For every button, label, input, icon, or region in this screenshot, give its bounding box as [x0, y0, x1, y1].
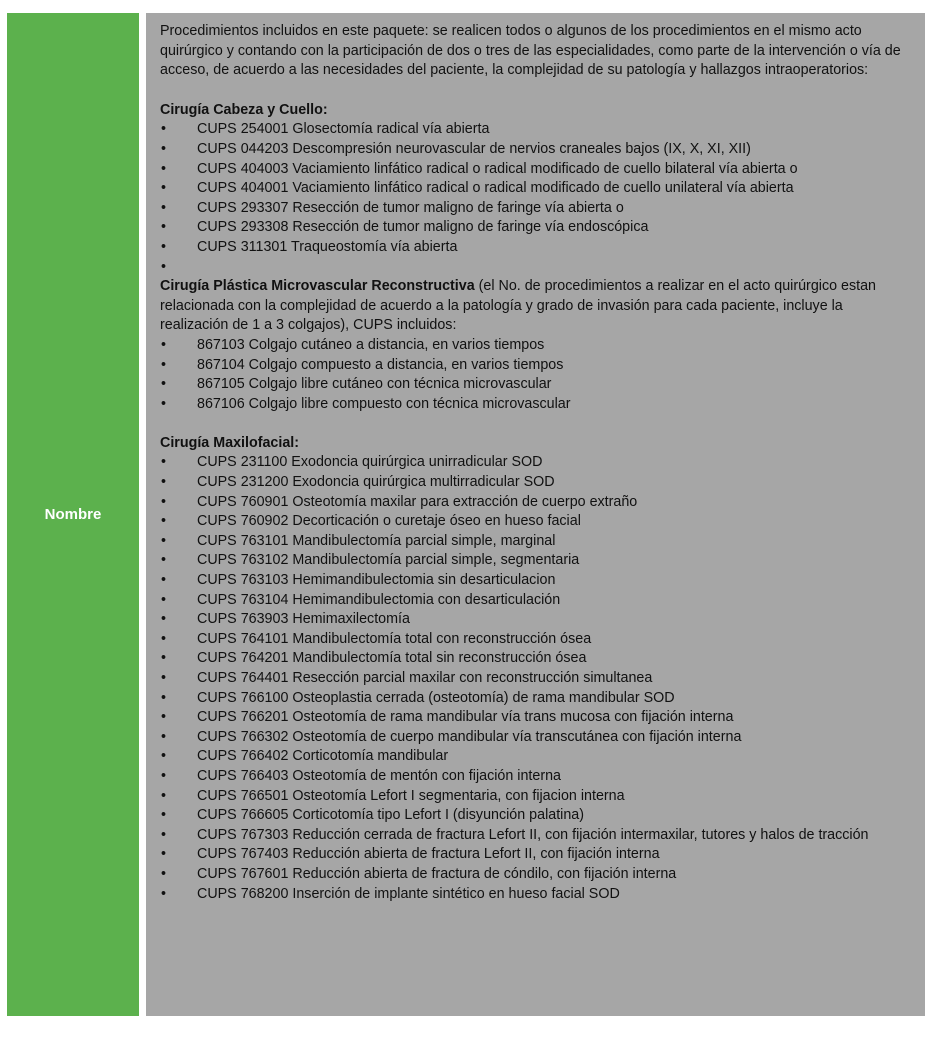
list-item-text: 867103 Colgajo cutáneo a distancia, en varios tiempos	[197, 336, 545, 353]
bullet: •	[161, 493, 167, 510]
list-item-text: CUPS 404001 Vaciamiento linfático radical o radical modificado de cuello unilateral vía abierta	[197, 180, 794, 197]
bullet: •	[161, 474, 167, 491]
content-cell	[146, 13, 925, 1016]
bullet: •	[161, 336, 167, 353]
list-item	[160, 532, 915, 552]
list-item	[160, 160, 915, 180]
list-item-text: CUPS 764101 Mandibulectomía total con reconstrucción ósea	[197, 630, 592, 647]
list-item-text: CUPS 293308 Resección de tumor maligno de faringe vía endoscópica	[197, 219, 649, 236]
intro-paragraph: Procedimientos incluidos en este paquete: se realicen todos o algunos de los procedimientos en el mismo acto quirúrgico y contando con la participación de dos o tres de las especialidades, como parte de la intervención o vía de acceso, de acuerdo a las necesidades del paciente, la complejidad de su patología y hallazgos intraoperatorios:	[160, 23, 901, 79]
bullet: •	[161, 591, 167, 608]
list-item	[160, 258, 915, 278]
bullet: •	[161, 748, 167, 765]
bullet: •	[161, 238, 167, 255]
list-item	[160, 199, 915, 219]
list-item-text: CUPS 044203 Descompresión neurovascular de nervios craneales bajos (IX, X, XI, XII)	[197, 140, 751, 157]
bullet: •	[161, 532, 167, 549]
list-item	[160, 630, 915, 650]
list-item	[160, 747, 915, 767]
bullet: •	[161, 767, 167, 784]
list-item	[160, 826, 915, 846]
list-item	[160, 179, 915, 199]
bullet: •	[161, 219, 167, 236]
list-item	[160, 356, 915, 376]
bullet: •	[161, 826, 167, 843]
list-item-text: CUPS 763101 Mandibulectomía parcial simple, marginal	[197, 532, 556, 549]
section-title-maxillofacial: Cirugía Maxilofacial:	[160, 434, 300, 451]
list-item	[160, 806, 915, 826]
section-title-plastic: Cirugía Plástica Microvascular Reconstructiva	[160, 278, 475, 295]
list-item	[160, 865, 915, 885]
section-title-head-neck: Cirugía Cabeza y Cuello:	[160, 101, 328, 118]
label-cell	[7, 13, 139, 1016]
bullet: •	[161, 121, 167, 138]
list-item	[160, 649, 915, 669]
bullet: •	[161, 160, 167, 177]
list-item-text: CUPS 768200 Inserción de implante sintético en hueso facial SOD	[197, 885, 620, 902]
list-item	[160, 885, 915, 905]
bullet: •	[161, 709, 167, 726]
bullet: •	[161, 670, 167, 686]
list-item	[160, 336, 915, 356]
list-item-text: CUPS 231100 Exodoncia quirúrgica unirradicular SOD	[197, 454, 543, 471]
bullet: •	[161, 356, 167, 373]
section-plastic	[160, 277, 915, 336]
row-label: Nombre	[44, 506, 102, 523]
bullet: •	[161, 689, 167, 706]
bullet: •	[161, 885, 167, 902]
list-item-text: CUPS 763104 Hemimandibulectomia con desarticulación	[197, 591, 561, 608]
list-item	[160, 140, 915, 160]
list-item-text: CUPS 311301 Traqueostomía vía abierta	[197, 238, 458, 255]
list-item-text: CUPS 764401 Resección parcial maxilar con reconstrucción simultanea	[197, 670, 653, 686]
list-item-text: 867104 Colgajo compuesto a distancia, en varios tiempos	[197, 356, 564, 373]
bullet: •	[161, 180, 167, 197]
list-item-text: CUPS 764201 Mandibulectomía total sin reconstrucción ósea	[197, 650, 587, 667]
bullet: •	[161, 552, 167, 569]
bullet: •	[161, 630, 167, 647]
list-item-text: CUPS 763103 Hemimandibulectomia sin desarticulacion	[197, 572, 556, 589]
list-item-text: CUPS 760901 Osteotomía maxilar para extracción de cuerpo extraño	[197, 493, 638, 510]
bullet: •	[161, 513, 167, 530]
list-item	[160, 395, 915, 415]
list-item-text: CUPS 254001 Glosectomía radical vía abierta	[197, 121, 490, 138]
bullet: •	[161, 728, 167, 745]
bullet: •	[161, 199, 167, 216]
list-item-text: CUPS 766403 Osteotomía de mentón con fijación interna	[197, 767, 561, 784]
bullet: •	[161, 865, 167, 882]
bullet: •	[161, 611, 167, 628]
list-item	[160, 669, 915, 689]
list-item-text: CUPS 760902 Decorticación o curetaje óseo en hueso facial	[197, 513, 581, 530]
bullet: •	[161, 807, 167, 824]
list-item	[160, 512, 915, 532]
list-item-text: CUPS 767303 Reducción cerrada de fractura Lefort II, con fijación intermaxilar, tutores y halos de tracción	[197, 826, 869, 843]
bullet: •	[161, 572, 167, 589]
list-item	[160, 571, 915, 591]
list-item	[160, 238, 915, 258]
bullet: •	[161, 846, 167, 863]
list-item	[160, 473, 915, 493]
list-item-text: CUPS 763102 Mandibulectomía parcial simple, segmentaria	[197, 552, 580, 569]
list-item	[160, 708, 915, 728]
list-item-text: CUPS 293307 Resección de tumor maligno de faringe vía abierta o	[197, 199, 624, 216]
list-item	[160, 120, 915, 140]
list-item	[160, 610, 915, 630]
bullet: •	[161, 454, 167, 471]
list-item-text: CUPS 404003 Vaciamiento linfático radical o radical modificado de cuello bilateral vía abierta o	[197, 160, 798, 177]
list-item	[160, 375, 915, 395]
list-item-text: CUPS 766302 Osteotomía de cuerpo mandibular vía transcutánea con fijación interna	[197, 728, 742, 745]
bullet: •	[161, 650, 167, 667]
bullet: •	[161, 140, 167, 157]
procedure-table	[7, 13, 925, 1016]
list-item	[160, 689, 915, 709]
list-item	[160, 845, 915, 865]
list-item	[160, 787, 915, 807]
list-maxillofacial	[160, 453, 915, 904]
bullet: •	[161, 395, 167, 412]
list-item-text: CUPS 766402 Corticotomía mandibular	[197, 748, 449, 765]
list-item-text: CUPS 766501 Osteotomía Lefort I segmentaria, con fijacion interna	[197, 787, 625, 804]
list-item-text: CUPS 766605 Corticotomía tipo Lefort I (disyunción palatina)	[197, 807, 585, 824]
list-item	[160, 728, 915, 748]
list-item	[160, 551, 915, 571]
spacer	[160, 414, 915, 434]
section-plastic-text: (el No. de procedimientos a realizar en el acto quirúrgico estan relacionada con la complejidad de acuerdo a la patología y grado de invasión para cada paciente, incluye la realización de 1 a 3 colgajos), CUPS incluidos:	[160, 278, 876, 334]
bullet: •	[161, 258, 167, 275]
bullet: •	[161, 376, 167, 393]
list-item	[160, 453, 915, 473]
list-item-text: 867105 Colgajo libre cutáneo con técnica microvascular	[197, 376, 552, 393]
bullet: •	[161, 787, 167, 804]
list-item-text: CUPS 766201 Osteotomía de rama mandibular vía trans mucosa con fijación interna	[197, 709, 734, 726]
list-item-text: CUPS 763903 Hemimaxilectomía	[197, 611, 410, 628]
list-item-text: CUPS 231200 Exodoncia quirúrgica multirradicular SOD	[197, 474, 555, 491]
list-item	[160, 493, 915, 513]
list-item-text: CUPS 767601 Reducción abierta de fractura de cóndilo, con fijación interna	[197, 865, 677, 882]
list-item	[160, 218, 915, 238]
list-item	[160, 591, 915, 611]
list-item	[160, 767, 915, 787]
list-item-text: CUPS 767403 Reducción abierta de fractura Lefort II, con fijación interna	[197, 846, 660, 863]
list-item-text: 867106 Colgajo libre compuesto con técnica microvascular	[197, 395, 571, 412]
list-plastic	[160, 336, 915, 414]
list-head-neck	[160, 120, 915, 277]
list-item-text: CUPS 766100 Osteoplastia cerrada (osteotomía) de rama mandibular SOD	[197, 689, 675, 706]
